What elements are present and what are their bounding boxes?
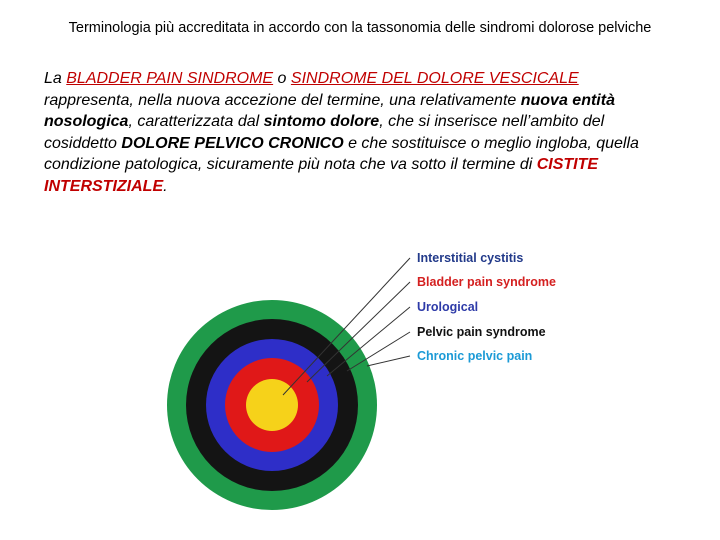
- term-bladder-pain-syndrome: BLADDER PAIN SINDROME: [66, 70, 274, 87]
- text-segment: rappresenta, nella nuova accezione del termine, una relativamente: [44, 91, 521, 109]
- text-segment: , che si inserisce nell’ambito del cosiddetto: [44, 113, 605, 152]
- label-urological: Urological: [417, 300, 479, 314]
- text-segment: .: [163, 177, 168, 195]
- leader-line-chronic-pelvic-pain: [367, 356, 410, 366]
- text-segment: o: [273, 70, 291, 87]
- text-segment: e che sostituisce o meglio ingloba, quella condizione patologica, sicuramente più nota che va sotto il termine di: [44, 134, 639, 173]
- label-chronic-pelvic-pain: Chronic pelvic pain: [417, 349, 533, 363]
- label-pelvic-pain-syndrome: Pelvic pain syndrome: [417, 325, 546, 339]
- term-cistite-interstiziale: CISTITE INTERSTIZIALE: [44, 156, 599, 195]
- label-bladder-pain-syndrome: Bladder pain syndrome: [417, 275, 556, 289]
- term-sintomo-dolore: sintomo dolore: [263, 113, 380, 130]
- term-sindrome-dolore-vescicale: SINDROME DEL DOLORE VESCICALE: [290, 70, 579, 87]
- label-interstitial-cystitis: Interstitial cystitis: [417, 251, 524, 265]
- slide-title: Terminologia più accreditata in accordo con la tassonomia delle sindromi dolorose pelviche: [68, 20, 652, 36]
- term-nuova-entita: nuova entità nosologica: [44, 91, 615, 130]
- term-dolore-pelvico-cronico: DOLORE PELVICO CRONICO: [121, 134, 344, 152]
- text-segment: La: [44, 70, 67, 87]
- text-segment: , caratterizzata dal: [128, 113, 264, 130]
